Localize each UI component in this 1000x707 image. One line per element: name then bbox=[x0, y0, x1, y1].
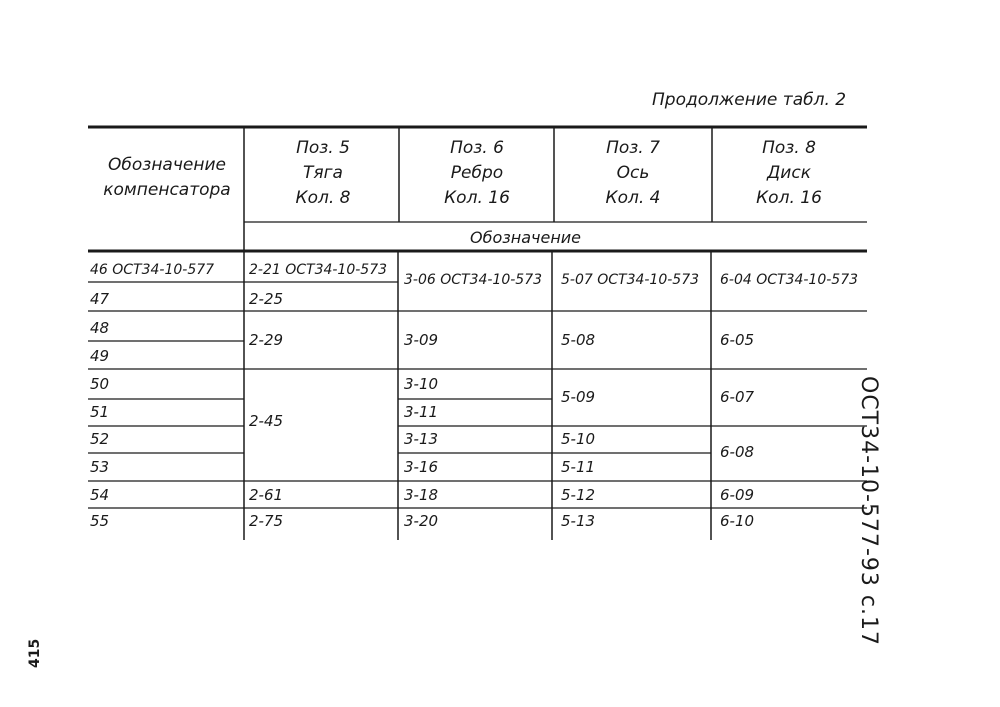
cell-disk: 6-09 bbox=[720, 486, 755, 504]
cell-tyaga: 2-75 bbox=[249, 512, 284, 530]
cell-tyaga: 2-29 bbox=[249, 331, 284, 349]
column-qty: Кол. 16 bbox=[444, 188, 510, 208]
row-label: 54 bbox=[90, 486, 110, 504]
document-code: ОСТ34-10-577-93 с.17 bbox=[856, 376, 881, 646]
cell-rebro: 3-20 bbox=[404, 512, 439, 530]
row-label: 48 bbox=[90, 319, 110, 337]
column-qty: Кол. 4 bbox=[605, 188, 661, 208]
column-pos: Поз. 8 bbox=[762, 138, 816, 158]
column-pos: Поз. 7 bbox=[606, 138, 660, 158]
column-pos: Поз. 6 bbox=[450, 138, 504, 158]
cell-disk: 6-04 ОСТ34-10-573 bbox=[720, 272, 859, 288]
cell-os: 5-08 bbox=[561, 331, 596, 349]
table-caption: Продолжение табл. 2 bbox=[652, 90, 847, 110]
cell-os: 5-07 ОСТ34-10-573 bbox=[561, 272, 700, 288]
row-label: 50 bbox=[90, 375, 110, 393]
column-header-pos7 bbox=[558, 136, 708, 211]
column-name: Ребро bbox=[450, 163, 504, 183]
column-name: Ось bbox=[616, 163, 650, 183]
column-qty: Кол. 16 bbox=[756, 188, 822, 208]
subheader-designation: Обозначение bbox=[470, 228, 582, 247]
cell-tyaga: 2-61 bbox=[249, 486, 284, 504]
row-label: 51 bbox=[90, 403, 110, 421]
cell-disk: 6-05 bbox=[720, 331, 755, 349]
column-qty: Кол. 8 bbox=[295, 188, 351, 208]
cell-os: 5-12 bbox=[561, 486, 596, 504]
column-name: Тяга bbox=[303, 163, 343, 183]
cell-rebro: 3-18 bbox=[404, 486, 439, 504]
designation-header-line1: Обозначение bbox=[108, 155, 226, 175]
row-label: 53 bbox=[90, 458, 110, 476]
column-header-pos8 bbox=[714, 136, 864, 211]
cell-tyaga: 2-25 bbox=[249, 290, 284, 308]
cell-rebro: 3-11 bbox=[404, 403, 439, 421]
cell-rebro: 3-13 bbox=[404, 430, 439, 448]
cell-os: 5-09 bbox=[561, 388, 596, 406]
row-label: 47 bbox=[90, 290, 110, 308]
row-label: 49 bbox=[90, 347, 110, 365]
cell-rebro: 3-10 bbox=[404, 375, 439, 393]
cell-disk: 6-08 bbox=[720, 443, 755, 461]
row-label: 52 bbox=[90, 430, 110, 448]
column-pos: Поз. 5 bbox=[296, 138, 350, 158]
designation-header-line2: компенсатора bbox=[103, 180, 231, 200]
cell-rebro: 3-16 bbox=[404, 458, 439, 476]
page-number: 415 bbox=[27, 638, 43, 668]
cell-rebro: 3-06 ОСТ34-10-573 bbox=[404, 272, 543, 288]
cell-os: 5-11 bbox=[561, 458, 596, 476]
cell-disk: 6-10 bbox=[720, 512, 755, 530]
column-name: Диск bbox=[767, 163, 811, 183]
row-label: 55 bbox=[90, 512, 110, 530]
column-header-pos5 bbox=[248, 136, 398, 211]
cell-tyaga: 2-45 bbox=[249, 412, 284, 430]
row-label: 46 ОСТ34-10-577 bbox=[90, 262, 215, 278]
column-header-pos6 bbox=[402, 136, 552, 211]
cell-os: 5-13 bbox=[561, 512, 596, 530]
designation-header bbox=[92, 153, 242, 203]
cell-tyaga: 2-21 ОСТ34-10-573 bbox=[249, 262, 388, 278]
cell-os: 5-10 bbox=[561, 430, 596, 448]
cell-disk: 6-07 bbox=[720, 388, 755, 406]
cell-rebro: 3-09 bbox=[404, 331, 439, 349]
